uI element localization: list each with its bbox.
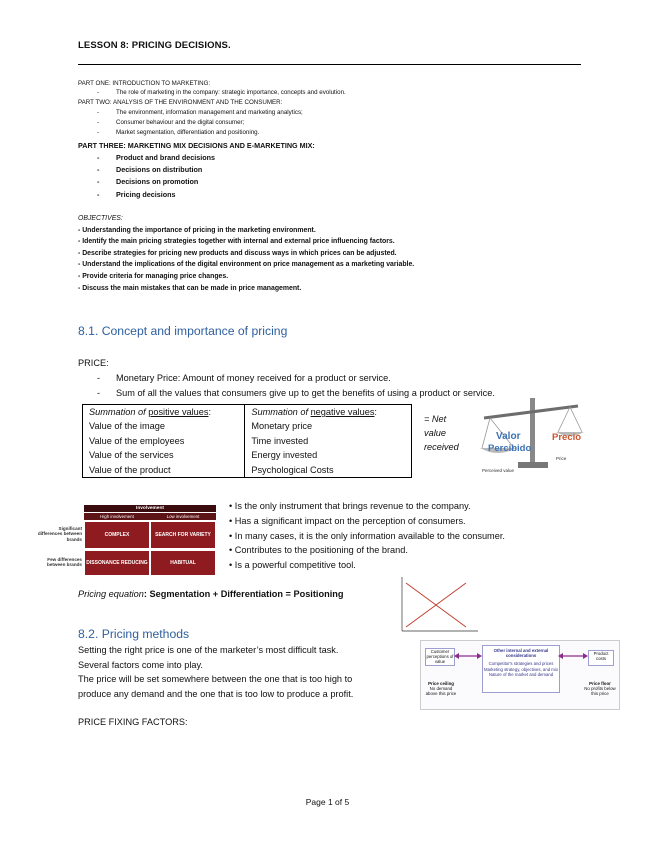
positive-value-item: Value of the services: [89, 450, 174, 461]
matrix-row-label: Significant differences between brands: [37, 526, 82, 542]
importance-bullet: • In many cases, it is the only information available to the consumer.: [229, 531, 505, 541]
net-value-label: [424, 412, 459, 454]
scale-base: [518, 462, 548, 468]
negative-values-prefix: Summation of: [251, 407, 311, 417]
supply-demand-chart: [396, 575, 480, 637]
part-two-title: PART TWO: ANALYSIS OF THE ENVIRONMENT AND THE CONSUMER:: [78, 99, 283, 106]
matrix-cell-dissonance: DISSONANCE REDUCING: [85, 551, 149, 575]
diagram-center-title: Other internal and external considerations: [493, 648, 549, 659]
diagram-left-box: Customer perceptions of value: [426, 649, 454, 665]
positive-value-item: Value of the employees: [89, 435, 185, 446]
negative-value-item: Monetary price: [251, 421, 313, 432]
objective-item: - Provide criteria for managing price changes.: [78, 273, 229, 280]
pricing-method-line: Several factors come into play.: [78, 660, 203, 670]
part-two-dash: -: [97, 119, 100, 126]
diagram-center-line: Competitor's strategies and prices: [488, 661, 554, 667]
part-one-title: PART ONE: INTRODUCTION TO MARKETING:: [78, 80, 211, 87]
objective-item: - Identify the main pricing strategies together with internal and external price influencing factors.: [78, 238, 395, 245]
negative-values-heading: negative values: [310, 407, 375, 417]
importance-bullet: • Contributes to the positioning of the brand.: [229, 545, 408, 555]
diagram-right-box: Product costs: [588, 650, 614, 666]
price-floor-title: Price floor: [589, 681, 611, 686]
part-three-item: Pricing decisions: [116, 190, 176, 199]
scale-left-label-2: Percibido: [488, 443, 532, 454]
pricing-method-line: produce any demand and the one that is too low to produce a profit.: [78, 689, 354, 699]
part-three-dash: -: [97, 165, 100, 174]
price-label: PRICE:: [78, 358, 109, 368]
positive-value-item: Value of the image: [89, 421, 165, 432]
scale-left-label-1: Valor: [496, 431, 521, 442]
objective-item: - Discuss the main mistakes that can be made in price management.: [78, 285, 302, 292]
scale-caption-right: Price: [556, 456, 567, 461]
importance-bullet: • Has a significant impact on the perception of consumers.: [229, 516, 466, 526]
section-heading-8-1: 8.1. Concept and importance of pricing: [78, 324, 288, 338]
importance-bullet: • Is a powerful competitive tool.: [229, 560, 356, 570]
pricing-method-line: Setting the right price is one of the marketer’s most difficult task.: [78, 645, 339, 655]
part-three-dash: -: [97, 153, 100, 162]
scale-caption-left: Perceived value: [482, 468, 515, 473]
objective-item: - Understanding the importance of pricing in the marketing environment.: [78, 227, 316, 234]
diagram-center-line: Marketing strategy, objectives, and mix: [484, 666, 558, 672]
price-dash: -: [97, 388, 101, 398]
positive-value-item: Value of the product: [89, 464, 171, 475]
price-ceiling-sub: No demand above this price: [425, 686, 457, 696]
positive-values-prefix: Summation of: [89, 407, 149, 417]
scale-right-label: Precio: [552, 432, 582, 443]
scale-post: [530, 398, 535, 464]
lesson-title: LESSON 8: PRICING DECISIONS.: [78, 40, 231, 51]
part-two-item: Consumer behaviour and the digital consumer;: [116, 119, 245, 126]
positive-values-heading: positive values: [148, 407, 209, 417]
part-three-title: PART THREE: MARKETING MIX DECISIONS AND E-MARKETING MIX:: [78, 141, 315, 150]
price-item: Sum of all the values that consumers give up to get the benefits of using a product or service.: [116, 388, 495, 398]
part-three-dash: -: [97, 190, 100, 199]
importance-bullet: • Is the only instrument that brings revenue to the company.: [229, 501, 471, 511]
part-three-item: Decisions on promotion: [116, 177, 199, 186]
negative-value-item: Energy invested: [251, 450, 318, 461]
matrix-cell-complex: COMPLEX: [85, 522, 149, 548]
negative-value-item: Time invested: [251, 435, 309, 446]
net-value-line: received: [424, 442, 459, 452]
objective-item: - Describe strategies for pricing new products and discuss ways in which prices can be adjusted.: [78, 250, 397, 257]
price-ceiling-title: Price ceiling: [428, 681, 454, 686]
part-three-item: Product and brand decisions: [116, 153, 216, 162]
part-three-dash: -: [97, 177, 100, 186]
price-floor-caption: [584, 681, 616, 696]
part-three-item: Decisions on distribution: [116, 165, 203, 174]
part-two-dash: -: [97, 109, 100, 116]
part-two-dash: -: [97, 129, 100, 136]
part-one-item: The role of marketing in the company: strategic importance, concepts and evolution.: [116, 89, 346, 96]
price-item: Monetary Price: Amount of money received for a product or service.: [116, 373, 391, 383]
net-value-line: = Net: [424, 414, 447, 424]
title-rule: [78, 64, 581, 65]
diagram-center-line: Nature of the market and demand: [488, 671, 554, 677]
diagram-arrows: [454, 651, 588, 661]
price-ceiling-caption: [424, 681, 458, 696]
scale-illustration: [478, 396, 586, 476]
pricing-equation: Pricing equation: Segmentation + Differentiation = Positioning: [78, 589, 344, 599]
matrix-cell-variety: SEARCH FOR VARIETY: [151, 522, 215, 548]
part-one-dash: -: [97, 89, 100, 96]
objective-item: - Understand the implications of the digital environment on price management as a marketing variable.: [78, 261, 415, 268]
negative-values-column: Summation of negative values: Monetary price Time invested Energy invested Psychological Costs: [245, 405, 412, 478]
matrix-title: Involvement: [84, 505, 216, 512]
page-footer: Page 1 of 5: [305, 797, 350, 807]
price-fixing-factors-label: PRICE FIXING FACTORS:: [78, 717, 188, 727]
price-dash: -: [97, 373, 101, 383]
objectives-label: OBJECTIVES:: [78, 215, 123, 222]
section-heading-8-2: 8.2. Pricing methods: [78, 627, 190, 641]
values-table: [82, 404, 412, 478]
positive-values-column: Summation of positive values: Value of the image Value of the employees Value of the services Value of the product: [83, 405, 245, 478]
matrix-row-label: Few differences between brands: [47, 557, 82, 568]
net-value-line: value: [424, 428, 446, 438]
part-two-item: Market segmentation, differentiation and positioning.: [116, 129, 260, 136]
matrix-col-label: Low involvement: [166, 514, 200, 519]
matrix-cell-habitual: HABITUAL: [151, 551, 215, 575]
matrix-col-label: High involvement: [100, 514, 134, 519]
pricing-method-line: The price will be set somewhere between the one that is too high to: [78, 674, 353, 684]
price-floor-sub: No profits below this price: [584, 686, 616, 696]
negative-value-item: Psychological Costs: [251, 464, 334, 475]
part-two-item: The environment, information management and marketing analytics;: [116, 109, 303, 116]
